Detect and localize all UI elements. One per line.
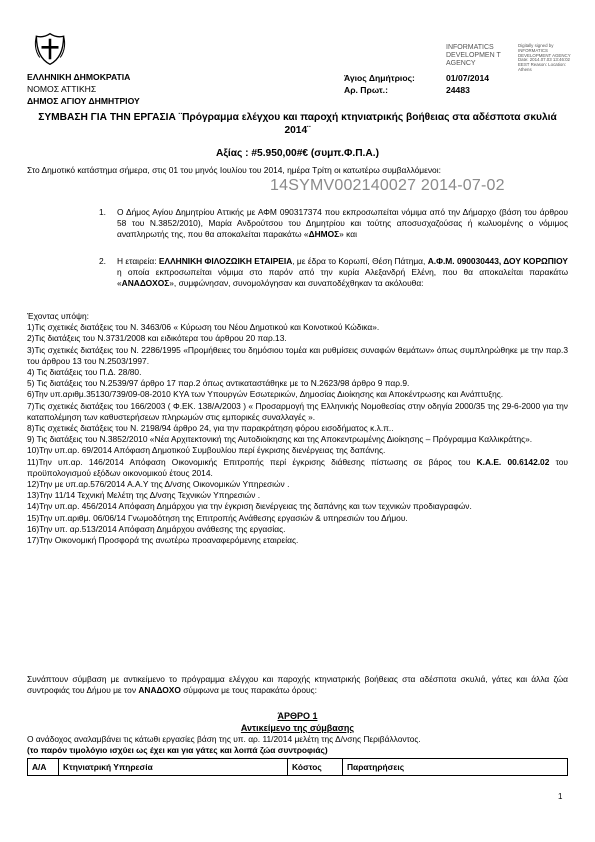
clause-item: 7)Τις σχετικές διατάξεις του 166/2003 ( Φ.ΕΚ. 138/Α/2003 ) « Προσαρμογή της Ελληνικής Νομοθεσίας στην οδηγία 2000/35 της 29-6-2000 για την καταπολέμηση των καθυστερήσεων πληρωμών στις εμπορικές συναλλαγές ». bbox=[27, 400, 568, 422]
clause-item: 1)Τις σχετικές διατάξεις του Ν. 3463/06 « Κύρωση του Νέου Δημοτικού και Κοινοτικού Κώδικα». bbox=[27, 322, 380, 333]
party-1-pre: Ο Δήμος Αγίου Δημητρίου Αττικής με ΑΦΜ 090317374 που εκπροσωπείται νόμιμα από την Δήμαρχο (βάση του άρθρου 58 του Ν.3852/2010), Μαρία Ανδρούτσου του Δημητρίου και τούτης αποσυσχαζούσας ή κωλυομένης ο νόμιμος αναπληρωτής της, που θα αποκαλείται παρακάτω « bbox=[117, 207, 568, 240]
clause-item: 6)Την υπ.αριθμ.35130/739/09-08-2010 ΚΥΑ των Υπουργών Εσωτερικών, Δημοσίας Διοίκησης και Αποκέντρωσης και Ανάπτυξης. bbox=[27, 389, 504, 400]
contract-value: Αξίας : #5.950,00#€ (συμπ.Φ.Π.Α.) bbox=[216, 148, 379, 159]
clause-item: 17)Την Οικονομική Προσφορά της ανωτέρω προαναφερόμενης εταιρείας. bbox=[27, 535, 299, 546]
closing-pre: Συνάπτουν σύμβαση με αντικείμενο το πρόγραμμα ελέγχου και παροχής κτηνιατρικής βοήθειας στα αδέσποτα σκυλιά, γάτες και άλλα ζώα συντροφιάς του Δήμου με τον bbox=[27, 674, 568, 696]
article-body bbox=[27, 734, 568, 756]
date-value: 01/07/2014 bbox=[446, 73, 490, 83]
party-1-number: 1. bbox=[99, 207, 106, 217]
party-1 bbox=[27, 207, 568, 253]
clause-item: 9) Τις διατάξεις του Ν.3852/2010 «Νέα Αρχιτεκτονική της Αυτοδιοίκησης και της Αποκεντρωμένης Διοίκησης – Πρόγραμμα Καλλικράτης». bbox=[27, 434, 533, 445]
article-text: Ο ανάδοχος αναλαμβάνει τις κάτωθι εργασίες βάση της υπ. αρ. 11/2014 μελέτη της Δ/νσης Περιβάλλοντος. bbox=[27, 734, 421, 744]
issuer-line-1: ΕΛΛΗΝΙΚΗ ΔΗΜΟΚΡΑΤΙΑ bbox=[27, 72, 131, 82]
article-note: (το παρόν τιμολόγιο ισχύει ως έχει και για γάτες και λοιπά ζώα συντροφιάς) bbox=[27, 745, 328, 756]
party-1-post: » και bbox=[339, 229, 357, 240]
closing-post: σύμφωνα με τους παρακάτω όρους: bbox=[180, 685, 317, 696]
clause-item: 11)Την υπ.αρ. 146/2014 Απόφαση Οικονομικής Επιτροπής περί έγκρισης διάθεσης πίστωσης σε βάρος του Κ.Α.Ε. 00.6142.02 του προϋπολογισμού εξόδων οικονομικού έτους 2014. bbox=[27, 456, 568, 478]
table-header-row bbox=[28, 759, 568, 776]
considerations-list bbox=[27, 311, 568, 546]
issuer-block bbox=[27, 71, 140, 107]
ada-watermark: 14SYMV002140027 2014-07-02 bbox=[270, 177, 505, 194]
party-2-pre: Η εταιρεία: bbox=[117, 256, 159, 266]
article-heading: ΆΡΘΡΟ 1 bbox=[277, 711, 318, 721]
clause-item: 8)Τις σχετικές διατάξεις του Ν. 2198/94 άρθρο 24, για την παρακράτηση φόρου εισοδήματος κ.λ.π.. bbox=[27, 423, 394, 434]
protocol-value: 24483 bbox=[446, 85, 470, 95]
party-2-mid: , με έδρα το Κορωπί, Θέση Πάτημα, bbox=[292, 256, 428, 266]
signature-details: Digitally signed by INFORMATICS DEVELOPMENT AGENCY Date: 2014.07.03 13:46:02 EEST Reason: Location: Athens bbox=[518, 43, 571, 72]
issuer-line-3: ΔΗΜΟΣ ΑΓΙΟΥ ΔΗΜΗΤΡΙΟΥ bbox=[27, 96, 140, 106]
contract-title: ΣΥΜΒΑΣΗ ΓΙΑ ΤΗΝ ΕΡΓΑΣΙΑ ¨Πρόγραμμα ελέγχου και παροχή κτηνιατρικής βοήθειας στα αδέσποτα σκυλιά 2014¨ bbox=[38, 112, 557, 136]
budget-code: Κ.Α.Ε. 00.6142.02 bbox=[476, 456, 550, 467]
clause-item: 2)Τις διατάξεις του Ν.3731/2008 και ειδικότερα του άρθρου 20 παρ.13. bbox=[27, 333, 287, 344]
digital-signature[interactable] bbox=[446, 44, 576, 80]
clause-item: 14)Την υπ.αρ. 456/2014 Απόφαση Δημάρχου για την έγκριση διενέργειας της δαπάνης και των τεχνικών προδιαγραφών. bbox=[27, 501, 472, 512]
party-2-text bbox=[117, 256, 568, 290]
date-label: Άγιος Δημήτριος: bbox=[344, 73, 415, 83]
table-header-cell: Α/Α bbox=[28, 759, 59, 776]
issuer-line-2: ΝΟΜΟΣ ΑΤΤΙΚΗΣ bbox=[27, 84, 97, 94]
services-table bbox=[27, 758, 568, 776]
closing-bold: ΑΝΑΔΟΧΟ bbox=[138, 685, 181, 696]
table-header-cell: Παρατηρήσεις bbox=[343, 759, 568, 776]
closing-paragraph bbox=[27, 674, 568, 696]
clause-item: 13)Την 11/14 Τεχνική Μελέτη της Δ/νσης Τεχνικών Υπηρεσιών . bbox=[27, 490, 261, 501]
party-1-bold: ΔΗΜΟΣ bbox=[308, 229, 340, 240]
table-header-cell: Κτηνιατρική Υπηρεσία bbox=[59, 759, 288, 776]
clause-item: 16)Την υπ. αρ.513/2014 Απόφαση Δημάρχου ανάθεσης της εργασίας. bbox=[27, 523, 286, 534]
clause-item: 15)Την υπ.αριθμ. 06/06/14 Γνωμοδότηση της Επιτροπής Ανάθεσης εργασιών & υπηρεσιών του Δήμου. bbox=[27, 512, 408, 523]
signature-name: INFORMATICS DEVELOPMEN T AGENCY bbox=[446, 44, 501, 67]
party-1-text bbox=[117, 207, 568, 241]
clause-item: 4) Τις διατάξεις του Π.Δ. 28/80. bbox=[27, 367, 142, 378]
party-2 bbox=[27, 256, 568, 302]
article-subheading: Αντικείμενο της σύμβασης bbox=[240, 723, 355, 733]
greek-emblem-icon bbox=[33, 32, 67, 66]
article-heading-block bbox=[27, 710, 568, 734]
party-2-bold: ΕΛΛΗΝΙΚΗ ΦΙΛΟΖΩΙΚΗ ΕΤΑΙΡΕΙΑ bbox=[158, 256, 293, 266]
protocol-label: Αρ. Πρωτ.: bbox=[344, 85, 388, 95]
party-2-bold2: Α.Φ.Μ. 090030443, ΔΟΥ ΚΟΡΩΠΙΟΥ bbox=[427, 256, 568, 266]
party-2-post: », συμφώνησαν, συνομολόγησαν και συναποδέχθηκαν τα ακόλουθα: bbox=[169, 278, 424, 289]
clause-item: 5) Τις διατάξεις του Ν.2539/97 άρθρο 17 παρ.2 όπως αντικαταστάθηκε με το Ν.2623/98 άρθρο 9 παρ.9. bbox=[27, 378, 410, 389]
party-2-number: 2. bbox=[99, 256, 106, 266]
page-number: 1 bbox=[558, 792, 563, 801]
party-2-bold3: ΑΝΑΔΟΧΟΣ bbox=[121, 278, 170, 289]
table-header-cell: Κόστος bbox=[288, 759, 343, 776]
clause-item: 3)Τις σχετικές διατάξεις του Ν. 2286/1995 «Προμήθειες του δημόσιου τομέα και ρυθμίσεις συναφών θεμάτων» όπως συμπληρώθηκε με την παρ.3 του άρθρου 13 του Ν.2503/1997. bbox=[27, 344, 568, 366]
clause-item: 12)Την με υπ.αρ.576/2014 Α.Α.Υ της Δ/νσης Οικονομικών Υπηρεσιών . bbox=[27, 479, 290, 490]
intro-paragraph: Στο Δημοτικό κατάστημα σήμερα, στις 01 του μηνός Ιουλίου του 2014, ημέρα Τρίτη οι κατωτέρω συμβαλλόμενοι: bbox=[27, 165, 441, 175]
party-2-mid2: η οποία εκπροσωπείται νόμιμα στο παρόν από την κυρία Αλεξανδρή Ελένη, που θα αποκαλείται παρακάτω « bbox=[117, 267, 568, 289]
considerations-header: Έχοντας υπόψη: bbox=[27, 311, 89, 321]
clause-item: 10)Την υπ.αρ. 69/2014 Απόφαση Δημοτικού Συμβουλίου περί έγκρισης διενέργειας της δαπάνης. bbox=[27, 445, 386, 456]
